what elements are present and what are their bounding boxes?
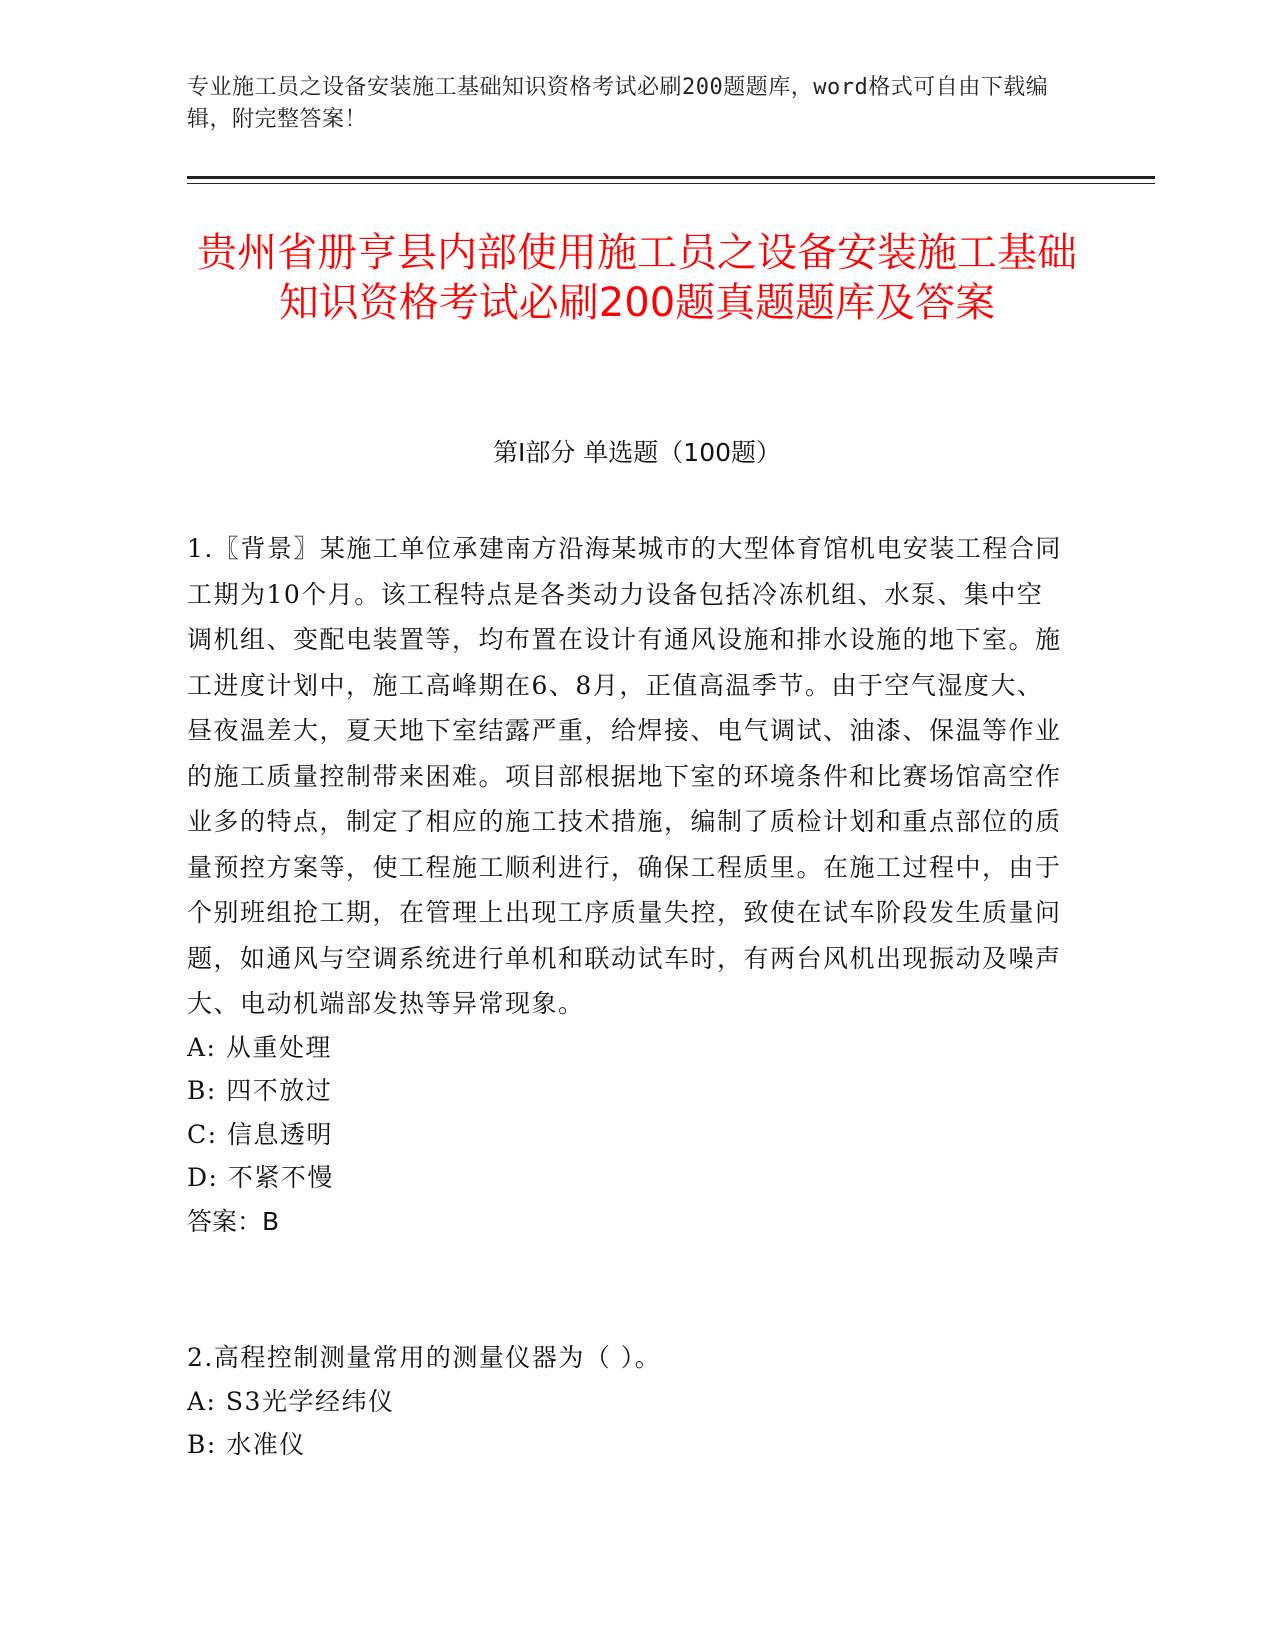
question-1-option-a: A: 从重处理: [187, 1033, 332, 1062]
question-1-option-c: C: 信息透明: [187, 1120, 333, 1149]
question-1-answer: 答案：B: [187, 1207, 280, 1236]
question-1-stem: 1.〖背景〗某施工单位承建南方沿海某城市的大型体育馆机电安装工程合同工期为10个月。该工程特点是各类动力设备包括冷冻机组、水泵、集中空调机组、变配电装置等，均布置在设计有通风设施和排水设施的地下室。施工进度计划中，施工高峰期在6、8月，正值高温季节。由于空气湿度大、昼夜温差大，夏天地下室结露严重，给焊接、电气调试、油漆、保温等作业的施工质量控制带来困难。项目部根据地下室的环境条件和比赛场馆高空作业多的特点，制定了相应的施工技术措施，编制了质检计划和重点部位的质量预控方案等，使工程施工顺利进行，确保工程质里。在施工过程中，由于个别班组抢工期，在管理上出现工序质量失控，致使在试车阶段发生质量问题，如通风与空调系统进行单机和联动试车时，有两台风机出现振动及噪声大、电动机端部发热等异常现象。: [187, 534, 1062, 1018]
question-2-stem: 2.高程控制测量常用的测量仪器为（ ）。: [187, 1343, 662, 1372]
question-2-option-a: A: S3光学经纬仪: [187, 1387, 395, 1416]
question-1-option-b: B: 四不放过: [187, 1076, 333, 1105]
question-2-option-b: B: 水准仪: [187, 1430, 306, 1459]
question-1-option-d: D: 不紧不慢: [187, 1163, 334, 1192]
document-title: 贵州省册亨县内部使用施工员之设备安装施工基础知识资格考试必刷200题真题题库及答案: [197, 230, 1077, 326]
section-title: 第I部分 单选题（100题）: [492, 438, 782, 467]
header-divider-thick: [187, 176, 1155, 179]
header-note: 专业施工员之设备安装施工基础知识资格考试必刷200题题库，word格式可自由下载编辑，附完整答案！: [187, 75, 1049, 132]
header-divider-thin: [187, 183, 1155, 184]
